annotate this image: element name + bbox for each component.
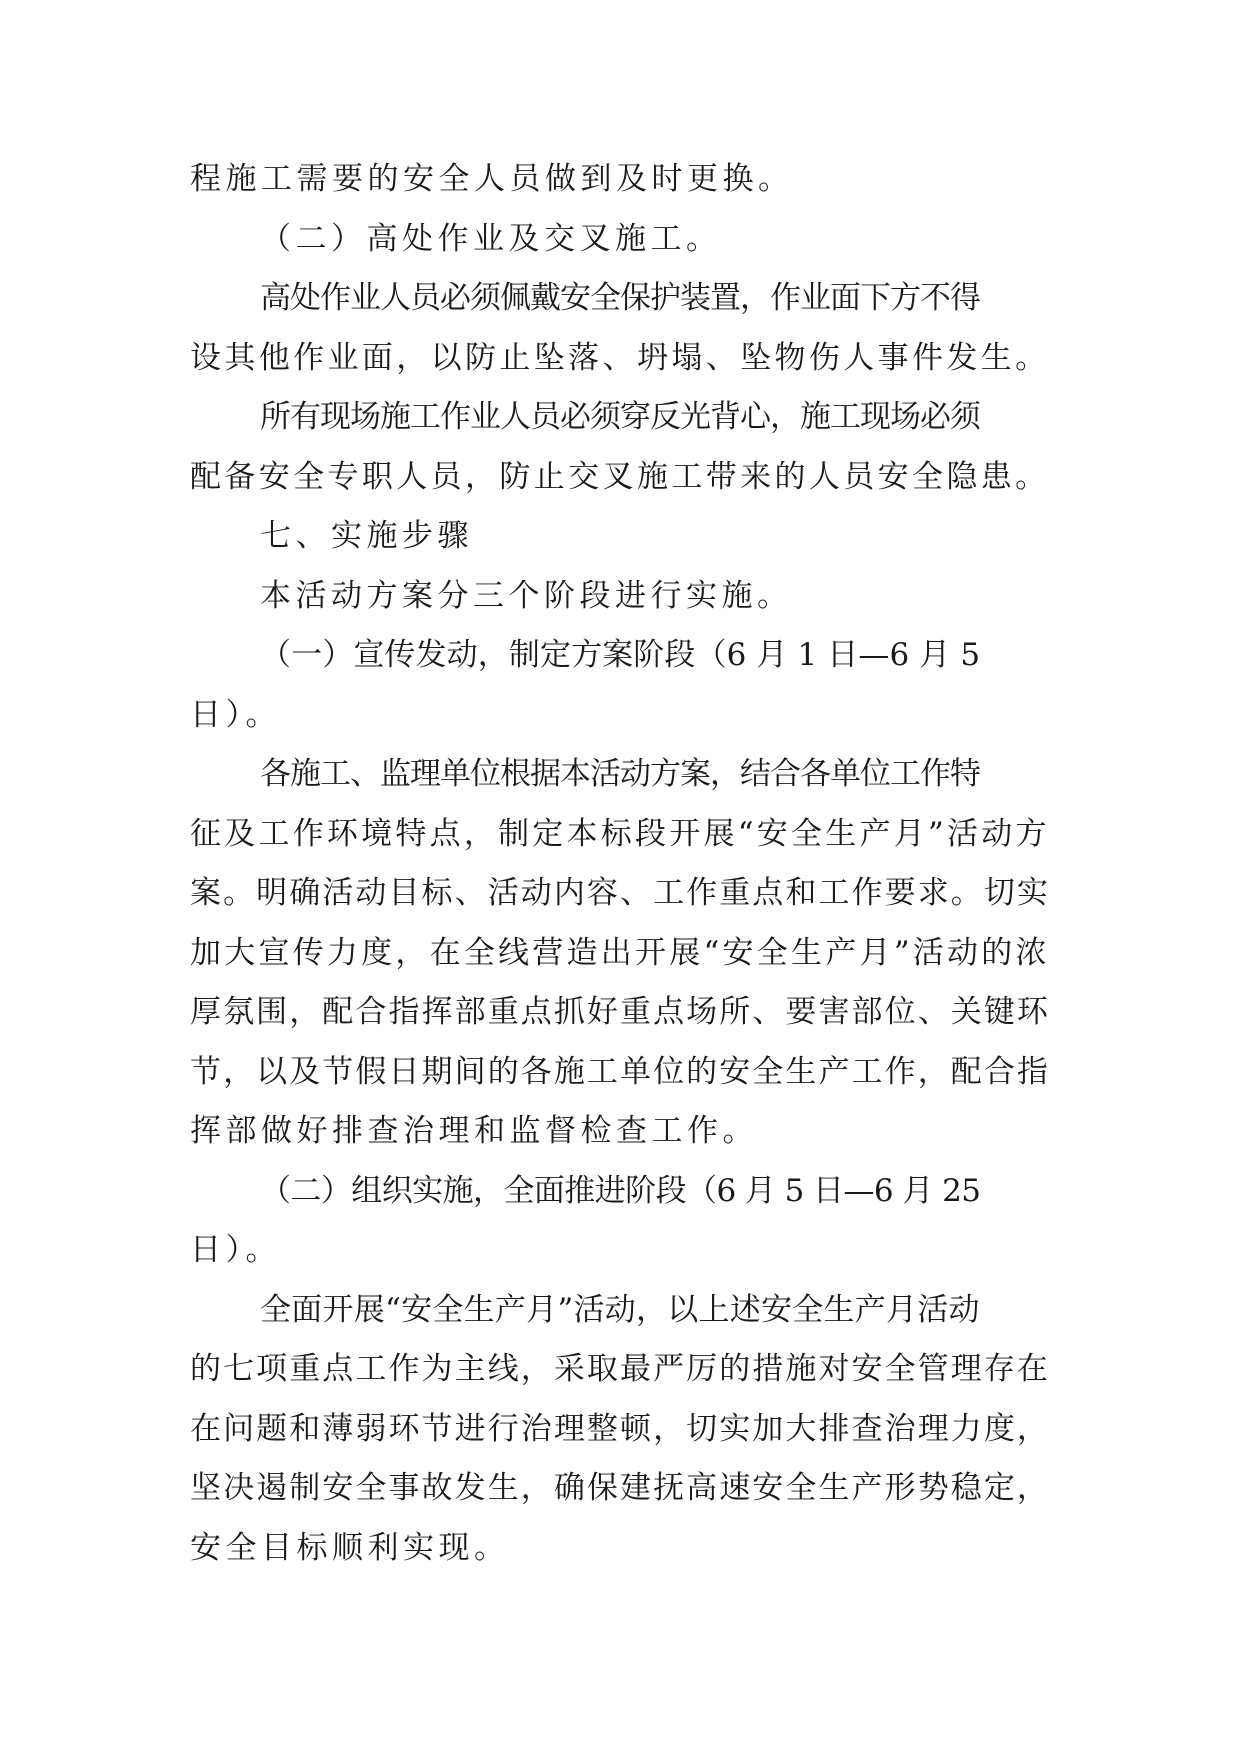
text-line: 案。明确活动目标、活动内容、工作重点和工作要求。切实 [190, 875, 1050, 911]
text-line: 安全目标顺利实现。 [190, 1529, 510, 1566]
text-line: 全面开展“安全生产月”活动，以上述安全生产月活动 [260, 1291, 980, 1328]
text-line: 日）。 [190, 1232, 281, 1268]
subsection-heading: （二）组织实施，全面推进阶段（6 月 5 日—6 月 25 [260, 1172, 981, 1209]
section-heading: 七、实施步骤 [260, 518, 473, 554]
text-line: 各施工、监理单位根据本活动方案，结合各单位工作特 [260, 756, 980, 792]
subsection-heading: （一）宣传发动，制定方案阶段（6 月 1 日—6 月 5 [260, 637, 981, 673]
text-line: 挥部做好排查治理和监督检查工作。 [190, 1113, 758, 1149]
text-line: 在问题和薄弱环节进行治理整顿，切实加大排查治理力度， [190, 1410, 1050, 1447]
text-line: 日）。 [190, 696, 281, 733]
text-line: 设其他作业面，以防止坠落、坍塌、坠物伤人事件发生。 [190, 339, 1050, 376]
text-line: 高处作业人员必须佩戴安全保护装置，作业面下方不得 [260, 280, 980, 316]
text-line: 本活动方案分三个阶段进行实施。 [260, 577, 793, 614]
text-line: （二）高处作业及交叉施工。 [260, 220, 722, 257]
document-body [190, 150, 1050, 1578]
text-line: 坚决遏制安全事故发生，确保建抚高速安全生产形势稳定， [190, 1470, 1050, 1506]
text-line: 的七项重点工作为主线，采取最严厉的措施对安全管理存在 [190, 1351, 1050, 1387]
text-line: 节，以及节假日期间的各施工单位的安全生产工作，配合指 [190, 1053, 1050, 1090]
text-line: 厚氛围，配合指挥部重点抓好重点场所、要害部位、关键环 [190, 994, 1050, 1030]
text-line: 征及工作环境特点，制定本标段开展“安全生产月”活动方 [190, 815, 1050, 852]
text-line: 程施工需要的安全人员做到及时更换。 [190, 161, 794, 197]
text-line: 所有现场施工作业人员必须穿反光背心，施工现场必须 [260, 399, 980, 435]
text-line: 加大宣传力度，在全线营造出开展“安全生产月”活动的浓 [190, 934, 1050, 971]
text-line: 配备安全专职人员，防止交叉施工带来的人员安全隐患。 [190, 458, 1050, 495]
